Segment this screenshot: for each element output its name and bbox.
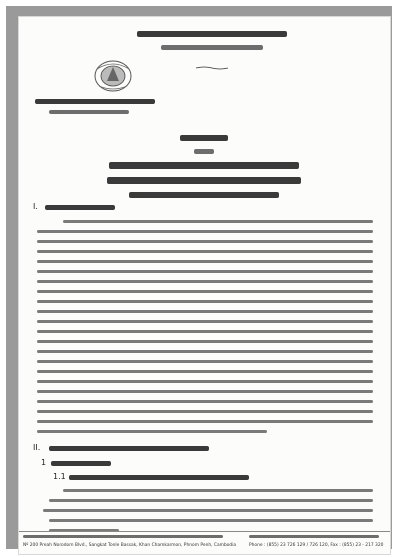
nation-religion-king-motto xyxy=(161,45,263,50)
report-title-line-1 xyxy=(109,162,299,169)
section-2-marker: II. xyxy=(33,443,41,452)
motto-ornament xyxy=(195,55,229,59)
subsection-1-heading xyxy=(51,461,111,466)
ministry-name xyxy=(35,99,155,104)
report-title-line-3 xyxy=(129,192,279,198)
about-label xyxy=(194,149,214,154)
report-title-line-2 xyxy=(107,177,301,184)
document-number xyxy=(49,110,129,114)
subsection-1-marker: 1 xyxy=(41,458,47,467)
document-frame xyxy=(6,6,392,549)
subsection-1-1-heading xyxy=(69,475,249,480)
document-footer xyxy=(19,531,390,554)
kingdom-title xyxy=(137,31,287,37)
ministry-seal-icon xyxy=(93,59,133,93)
section-2-heading xyxy=(49,446,209,451)
subsection-1-1-marker: 1.1 xyxy=(53,472,66,481)
footer-address: Nº 200 Preah Norodom Blvd., Sangkat Tonle Bassak, Khan Chamkarmon, Phnom Penh, Cambodia xyxy=(23,543,237,548)
footer-khmer-phone xyxy=(249,535,379,538)
footer-khmer-address xyxy=(23,535,223,538)
document-page xyxy=(18,16,391,555)
footer-phone: Phone : (855) 23 726 129 / 726 120, Fax : (855) 23 - 217 320 xyxy=(249,543,384,548)
section-1-marker: I. xyxy=(33,202,38,211)
report-label xyxy=(180,135,228,141)
section-1-heading xyxy=(45,205,115,210)
